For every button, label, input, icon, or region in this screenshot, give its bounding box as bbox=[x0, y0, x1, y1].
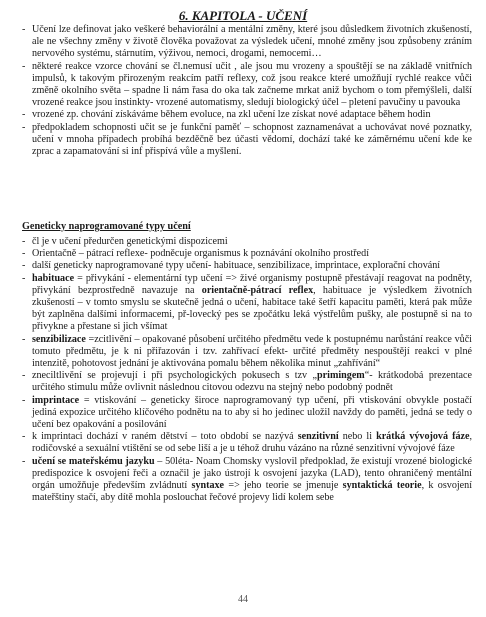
bold-term: senzibilizace bbox=[32, 333, 86, 345]
list-item-text: – 50léta- Noam Chomsky vyslovil předpoklad, že existují vrozené biologické predispozice k osvojení řeči a označil je jako ústrojí k osvojení jazyka (LAD), tento ohraničený mentální orgán umožňuje především zvládnutí bbox=[32, 455, 472, 492]
list-item: - některé reakce vzorce chování se čl.nemusí učit , ale jsou mu vrozeny a spouštějí se na základě vnitřních impulsů, k takovým přirozeným reakcím patří reflexy, což jsou reakce které umožňují rychlé reakce vůči změně okolního světa – spadne li nám řasa do oka tak začneme mrkat aniž bychom o tom přemýšleli, další vrozené reakce jsou instinkty- vrozené automatismy, sledují biologický účel – pletení pavučiny u pavouka bbox=[22, 61, 472, 110]
list-item-text: = vtiskování – geneticky široce naprogramovaný typ učení, při vtiskování obvykle postačí jediná expozice určitého klíčového podnětu na to aby si ho jedinec uložil navždy do paměti, jedná se tedy o učení bez opakování a posilování bbox=[32, 394, 472, 431]
list-item bbox=[22, 456, 472, 505]
intro-list bbox=[22, 24, 472, 158]
list-item-text: Orientačně – pátrací reflexe- podněcuje organismus k poznávání okolního prostředí bbox=[32, 248, 369, 260]
list-item-text: další geneticky naprogramované typy učení- habituace, senzibilizace, imprintace, explorační chování bbox=[32, 260, 441, 272]
bold-term: imprintace bbox=[32, 394, 80, 406]
genetic-types-list bbox=[22, 236, 472, 504]
section-heading: Geneticky naprogramované typy učení bbox=[22, 221, 191, 232]
list-item-text: k imprintaci dochází v raném dětství – toto období se nazývá bbox=[32, 431, 298, 443]
bold-term: krátká vývojová fáze bbox=[376, 431, 470, 443]
bold-term: učení se mateřskému jazyku bbox=[32, 455, 155, 467]
page-number: 44 bbox=[238, 594, 248, 605]
list-item bbox=[22, 273, 472, 334]
list-item bbox=[22, 370, 472, 394]
list-item-text: , k osvojení mateřštiny stačí, aby dítě mohla poslouchat řečové projevy lidí kolem sebe bbox=[32, 480, 473, 504]
list-item-text: => jeho teorie se jmenuje bbox=[224, 480, 343, 492]
bold-term: senzitivní bbox=[297, 431, 339, 443]
bold-term: orientačně-pátrací reflex bbox=[201, 284, 314, 296]
list-item bbox=[22, 431, 472, 455]
list-item-text: nebo li bbox=[338, 431, 377, 443]
list-item-text: “- krátkodobá prezentace určitého stimulu může ovlivnit následnou citovou odezvu na stejný nebo podobný podnět bbox=[32, 370, 473, 394]
list-item-text: čl je v učení předurčen genetickými dispozicemi bbox=[32, 236, 228, 247]
bold-term: primingem bbox=[317, 370, 365, 382]
list-item-text: zneciltlivění se projevují i při psychologických pokusech s tzv „ bbox=[32, 370, 318, 382]
bold-term: syntaxe bbox=[191, 480, 225, 492]
list-item bbox=[22, 260, 472, 272]
list-item-text: = přivykání - elementární typ učení => živé organismy postupně přestávají reagovat na podněty, přivykání bezprostředně navazuje na bbox=[32, 272, 472, 296]
list-item bbox=[22, 248, 472, 260]
bold-term: habituace bbox=[32, 272, 75, 284]
list-item: - Učení lze definovat jako veškeré behaviorální a mentální změny, které jsou důsledkem životních zkušeností, ale ne všechny změny v životě člověka považovat za výsledek učení, mnohé změny jsou způsobeny zráním nervového systému, stárnutím, výživou, nemoci, drogami, nemocemi… bbox=[22, 24, 472, 61]
list-item-text: , habituace je výsledkem životních zkušeností – v tomto smyslu se skutečně jedná o učení, habitace také šetří kapacitu paměti, která pak může být zaplněna dalšími informacemi, př-lovecký pes se zpočátku leká výstřelům pušky, ale postupně si na to přivykne a přestane si jich všímat bbox=[32, 284, 472, 333]
list-item: - vrozené zp. chování získáváme během evoluce, na zkl učení lze získat nové adaptace během hodin bbox=[22, 109, 472, 121]
list-item bbox=[22, 236, 472, 248]
chapter-title: 6. KAPITOLA - UČENÍ bbox=[178, 8, 308, 23]
list-item bbox=[22, 334, 472, 371]
list-item-text: =zcitlivění – opakované působení určitého předmětu vede k postupnému narůstání reakce vůči tomuto předmětu, je k ni přiřazován i tzv. zahřívací efekt- určité předměty nespouštějí reakci v plné intenzitě, pohotovost jednání je aktivována pomalu během několika minut „zahřívání“ bbox=[32, 333, 472, 370]
list-item-text: , rodičovské a sexuální vtištění se od sebe liší a je u téhož druhu vázáno na různé senzitivní vývojové fáze bbox=[32, 431, 472, 455]
bold-term: syntaktická teorie bbox=[342, 480, 422, 492]
list-item: - předpokladem schopnosti učit se je funkční paměť – schopnost zaznamenávat a uchovávat nové poznatky, učení v mnoha případech probíhá bezděčně bez účasti vědomí, dochází také ke záměrnému učení kde ke zprac a zapamatování si inf přispívá vůle a myšlení. bbox=[22, 122, 472, 159]
list-item bbox=[22, 395, 472, 432]
